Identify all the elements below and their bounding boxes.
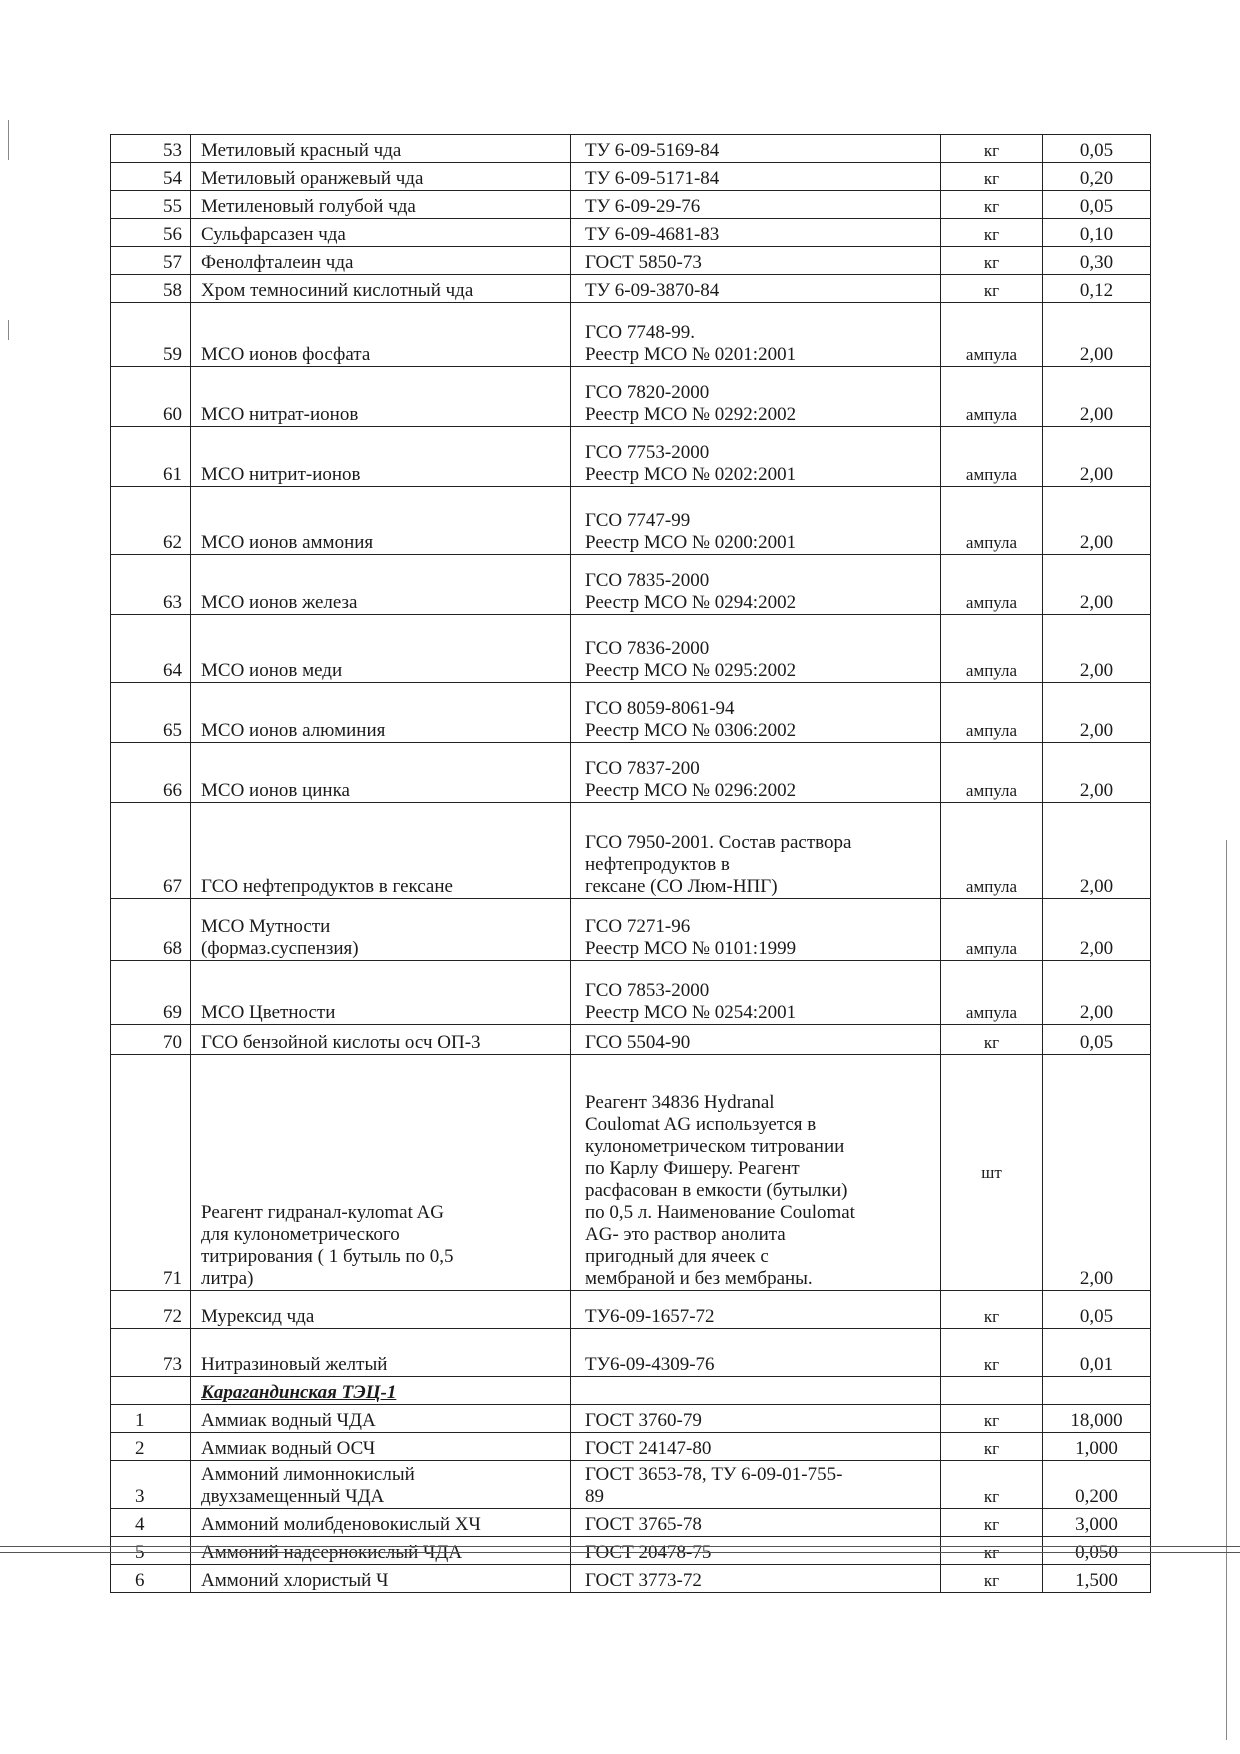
table-row	[111, 1291, 1151, 1329]
reagent-name: МСО нитрит-ионов	[191, 427, 571, 487]
reagent-unit: ампула	[941, 899, 1043, 961]
reagent-unit: шт	[941, 1055, 1043, 1291]
reagent-name: Метиловый оранжевый чда	[191, 163, 571, 191]
section-title: Карагандинская ТЭЦ-1	[191, 1377, 571, 1405]
reagent-standard: ТУ 6-09-29-76	[571, 191, 941, 219]
row-number: 65	[111, 683, 191, 743]
table-row	[111, 303, 1151, 367]
reagent-unit: кг	[941, 275, 1043, 303]
row-number: 73	[111, 1329, 191, 1377]
table-row	[111, 683, 1151, 743]
reagent-standard: ГСО 7835-2000 Реестр МСО № 0294:2002	[571, 555, 941, 615]
reagent-name: МСО нитрат-ионов	[191, 367, 571, 427]
reagent-quantity: 0,10	[1043, 219, 1151, 247]
reagent-name: Аммиак водный ОСЧ	[191, 1433, 571, 1461]
reagent-standard: ГСО 7748-99. Реестр МСО № 0201:2001	[571, 303, 941, 367]
reagent-unit: ампула	[941, 615, 1043, 683]
table-row	[111, 803, 1151, 899]
table-row	[111, 135, 1151, 163]
reagent-unit: кг	[941, 1433, 1043, 1461]
reagent-quantity: 2,00	[1043, 683, 1151, 743]
row-number: 2	[111, 1433, 191, 1461]
reagent-unit: ампула	[941, 427, 1043, 487]
reagent-unit: ампула	[941, 487, 1043, 555]
reagent-unit: кг	[941, 163, 1043, 191]
row-number: 3	[111, 1461, 191, 1509]
reagent-quantity: 2,00	[1043, 803, 1151, 899]
reagent-unit: ампула	[941, 367, 1043, 427]
reagent-name: МСО ионов фосфата	[191, 303, 571, 367]
reagent-quantity: 0,12	[1043, 275, 1151, 303]
reagent-unit: кг	[941, 1291, 1043, 1329]
reagent-unit: кг	[941, 1461, 1043, 1509]
reagent-quantity: 0,05	[1043, 1025, 1151, 1055]
reagent-unit: кг	[941, 1329, 1043, 1377]
reagent-standard: ГСО 7836-2000 Реестр МСО № 0295:2002	[571, 615, 941, 683]
reagent-unit: ампула	[941, 803, 1043, 899]
reagent-name: Мурексид чда	[191, 1291, 571, 1329]
row-number: 66	[111, 743, 191, 803]
reagent-name: МСО ионов аммония	[191, 487, 571, 555]
reagent-quantity: 3,000	[1043, 1509, 1151, 1537]
reagent-unit: кг	[941, 191, 1043, 219]
table-row	[111, 1055, 1151, 1291]
page-rule-top	[0, 1546, 1240, 1547]
reagent-standard: ГОСТ 5850-73	[571, 247, 941, 275]
reagent-standard: ГСО 7747-99 Реестр МСО № 0200:2001	[571, 487, 941, 555]
reagent-name: Сульфарсазен чда	[191, 219, 571, 247]
reagent-quantity: 0,200	[1043, 1461, 1151, 1509]
reagent-name: МСО Цветности	[191, 961, 571, 1025]
reagent-name: Реагент гидранал-кулomat AG для кулонометрического титрирования ( 1 бутыль по 0,5 литра)	[191, 1055, 571, 1291]
reagent-standard: ТУ 6-09-4681-83	[571, 219, 941, 247]
table-row	[111, 1405, 1151, 1433]
reagent-quantity: 2,00	[1043, 487, 1151, 555]
reagent-quantity: 2,00	[1043, 1055, 1151, 1291]
table-row	[111, 555, 1151, 615]
reagent-standard: ГСО 5504-90	[571, 1025, 941, 1055]
row-number: 72	[111, 1291, 191, 1329]
reagent-name: Аммоний молибденовокислый ХЧ	[191, 1509, 571, 1537]
reagent-name: МСО Мутности (формаз.суспензия)	[191, 899, 571, 961]
row-number: 69	[111, 961, 191, 1025]
reagent-name: МСО ионов алюминия	[191, 683, 571, 743]
margin-mark-right	[1226, 840, 1227, 1740]
table-row	[111, 427, 1151, 487]
reagent-standard: Реагент 34836 Hydranal Coulomat AG используется в кулонометрическом титровании по Карлу Фишеру. Реагент расфасован в емкости (бутылки) по 0,5 л. Наименование Coulomat AG- это раствор анолита пригодный для ячеек с мембраной и без мембраны.	[571, 1055, 941, 1291]
table-row	[111, 275, 1151, 303]
row-number: 6	[111, 1565, 191, 1593]
reagent-standard: ТУ 6-09-5169-84	[571, 135, 941, 163]
reagent-quantity: 2,00	[1043, 303, 1151, 367]
reagent-standard: ГОСТ 3773-72	[571, 1565, 941, 1593]
row-number: 61	[111, 427, 191, 487]
reagent-quantity: 0,01	[1043, 1329, 1151, 1377]
reagent-name: Метиленовый голубой чда	[191, 191, 571, 219]
reagent-quantity: 18,000	[1043, 1405, 1151, 1433]
reagent-table	[110, 134, 1151, 1593]
margin-mark-left-2	[8, 320, 9, 340]
reagent-quantity: 1,000	[1043, 1433, 1151, 1461]
page-rule-bottom	[0, 1552, 1240, 1553]
reagent-standard: ГСО 7753-2000 Реестр МСО № 0202:2001	[571, 427, 941, 487]
table-row	[111, 1433, 1151, 1461]
row-number: 58	[111, 275, 191, 303]
reagent-name: ГСО бензойной кислоты осч ОП-3	[191, 1025, 571, 1055]
row-number: 64	[111, 615, 191, 683]
reagent-quantity: 2,00	[1043, 555, 1151, 615]
row-number: 1	[111, 1405, 191, 1433]
row-number: 67	[111, 803, 191, 899]
reagent-unit: кг	[941, 135, 1043, 163]
reagent-standard: ТУ6-09-1657-72	[571, 1291, 941, 1329]
reagent-standard: ТУ 6-09-5171-84	[571, 163, 941, 191]
reagent-quantity: 2,00	[1043, 367, 1151, 427]
reagent-table-body	[111, 135, 1151, 1593]
table-row	[111, 163, 1151, 191]
table-row	[111, 1537, 1151, 1565]
reagent-unit: кг	[941, 247, 1043, 275]
reagent-standard: ГОСТ 24147-80	[571, 1433, 941, 1461]
reagent-unit: ампула	[941, 743, 1043, 803]
reagent-standard: ГОСТ 3653-78, ТУ 6-09-01-755- 89	[571, 1461, 941, 1509]
reagent-unit: кг	[941, 1025, 1043, 1055]
reagent-standard: ГОСТ 3760-79	[571, 1405, 941, 1433]
reagent-quantity: 0,05	[1043, 1291, 1151, 1329]
reagent-unit: ампула	[941, 555, 1043, 615]
reagent-quantity: 2,00	[1043, 961, 1151, 1025]
row-number: 63	[111, 555, 191, 615]
reagent-standard: ТУ 6-09-3870-84	[571, 275, 941, 303]
row-number: 62	[111, 487, 191, 555]
section-empty-cell	[111, 1377, 191, 1405]
reagent-name: Хром темносиний кислотный чда	[191, 275, 571, 303]
reagent-standard: ГОСТ 3765-78	[571, 1509, 941, 1537]
reagent-unit: ампула	[941, 961, 1043, 1025]
reagent-standard: ГСО 7853-2000 Реестр МСО № 0254:2001	[571, 961, 941, 1025]
reagent-standard: ГСО 8059-8061-94 Реестр МСО № 0306:2002	[571, 683, 941, 743]
reagent-name: МСО ионов меди	[191, 615, 571, 683]
reagent-unit: кг	[941, 1537, 1043, 1565]
reagent-name: Аммоний надсернокислый ЧДА	[191, 1537, 571, 1565]
reagent-quantity: 0,05	[1043, 135, 1151, 163]
reagent-quantity: 0,30	[1043, 247, 1151, 275]
row-number: 53	[111, 135, 191, 163]
section-empty-cell	[941, 1377, 1043, 1405]
row-number: 54	[111, 163, 191, 191]
reagent-unit: кг	[941, 1405, 1043, 1433]
reagent-quantity: 2,00	[1043, 743, 1151, 803]
reagent-quantity: 2,00	[1043, 899, 1151, 961]
reagent-quantity: 0,050	[1043, 1537, 1151, 1565]
table-row	[111, 615, 1151, 683]
row-number: 56	[111, 219, 191, 247]
reagent-unit: ампула	[941, 683, 1043, 743]
reagent-name: Аммиак водный ЧДА	[191, 1405, 571, 1433]
table-row	[111, 1329, 1151, 1377]
table-row	[111, 1461, 1151, 1509]
reagent-name: Нитразиновый желтый	[191, 1329, 571, 1377]
reagent-name: Аммоний хлористый Ч	[191, 1565, 571, 1593]
row-number: 55	[111, 191, 191, 219]
row-number: 4	[111, 1509, 191, 1537]
row-number: 68	[111, 899, 191, 961]
section-header-row	[111, 1377, 1151, 1405]
table-row	[111, 899, 1151, 961]
table-row	[111, 1025, 1151, 1055]
table-row	[111, 367, 1151, 427]
reagent-standard: ТУ6-09-4309-76	[571, 1329, 941, 1377]
reagent-name: Фенолфталеин чда	[191, 247, 571, 275]
row-number: 59	[111, 303, 191, 367]
reagent-standard: ГСО 7271-96 Реестр МСО № 0101:1999	[571, 899, 941, 961]
table-row	[111, 191, 1151, 219]
reagent-unit: кг	[941, 1509, 1043, 1537]
row-number: 57	[111, 247, 191, 275]
section-empty-cell	[1043, 1377, 1151, 1405]
reagent-quantity: 2,00	[1043, 427, 1151, 487]
reagent-quantity: 1,500	[1043, 1565, 1151, 1593]
reagent-unit: ампула	[941, 303, 1043, 367]
row-number: 5	[111, 1537, 191, 1565]
table-row	[111, 247, 1151, 275]
reagent-name: МСО ионов цинка	[191, 743, 571, 803]
reagent-unit: кг	[941, 1565, 1043, 1593]
row-number: 71	[111, 1055, 191, 1291]
margin-mark-left	[8, 120, 9, 160]
reagent-name: ГСО нефтепродуктов в гексане	[191, 803, 571, 899]
reagent-standard: ГОСТ 20478-75	[571, 1537, 941, 1565]
row-number: 60	[111, 367, 191, 427]
section-empty-cell	[571, 1377, 941, 1405]
reagent-unit: кг	[941, 219, 1043, 247]
reagent-standard: ГСО 7820-2000 Реестр МСО № 0292:2002	[571, 367, 941, 427]
table-row	[111, 1565, 1151, 1593]
table-row	[111, 743, 1151, 803]
table-row	[111, 487, 1151, 555]
table-row	[111, 219, 1151, 247]
reagent-name: Метиловый красный чда	[191, 135, 571, 163]
table-row	[111, 1509, 1151, 1537]
reagent-name: Аммоний лимоннокислый двухзамещенный ЧДА	[191, 1461, 571, 1509]
reagent-standard: ГСО 7837-200 Реестр МСО № 0296:2002	[571, 743, 941, 803]
row-number: 70	[111, 1025, 191, 1055]
reagent-quantity: 0,05	[1043, 191, 1151, 219]
reagent-quantity: 0,20	[1043, 163, 1151, 191]
reagent-quantity: 2,00	[1043, 615, 1151, 683]
reagent-standard: ГСО 7950-2001. Состав раствора нефтепродуктов в гексане (СО Люм-НПГ)	[571, 803, 941, 899]
reagent-name: МСО ионов железа	[191, 555, 571, 615]
table-row	[111, 961, 1151, 1025]
